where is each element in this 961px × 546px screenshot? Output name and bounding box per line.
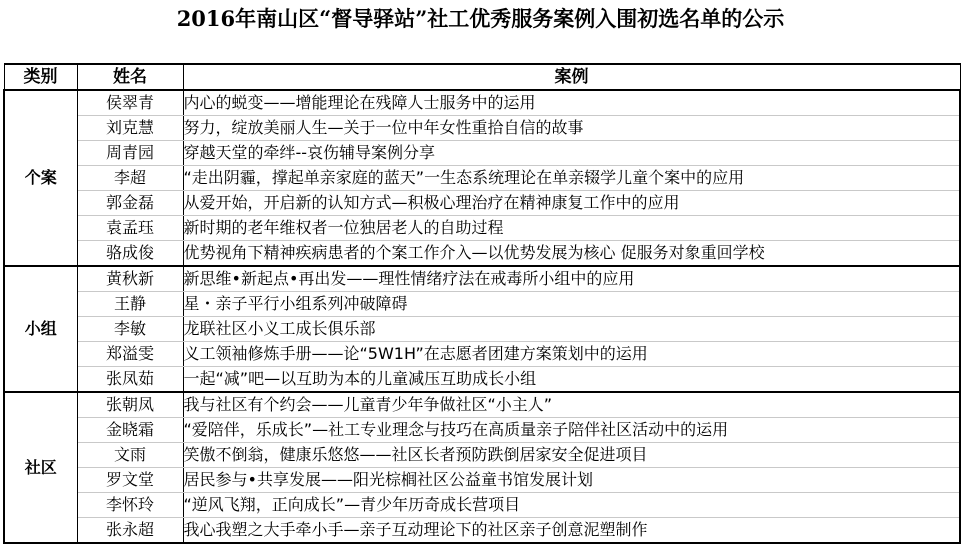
category-cell: 社区 [4, 392, 77, 543]
name-cell: 张凤茹 [77, 367, 183, 393]
table-row [4, 392, 960, 418]
case-cell: 内心的蜕变——增能理论在残障人士服务中的运用 [183, 90, 960, 116]
table-header-row [4, 64, 960, 90]
name-cell: 侯翠青 [77, 90, 183, 116]
table-row [4, 241, 960, 267]
header-category: 类别 [4, 64, 77, 90]
page-title: 2016年南山区“督导驿站”社工优秀服务案例入围初选名单的公示 [176, 6, 785, 31]
case-list-table [3, 63, 961, 544]
case-cell: 新思维•新起点•再出发——理性情绪疗法在戒毒所小组中的应用 [183, 266, 960, 292]
case-cell: 优势视角下精神疾病患者的个案工作介入—以优势发展为核心 促服务对象重回学校 [183, 241, 960, 267]
case-cell: 义工领袖修炼手册——论“5W1H”在志愿者团建方案策划中的运用 [183, 342, 960, 367]
name-cell: 张永超 [77, 518, 183, 544]
name-cell: 金晓霜 [77, 418, 183, 443]
case-cell: 居民参与•共享发展——阳光棕榈社区公益童书馆发展计划 [183, 468, 960, 493]
name-cell: 郑溢雯 [77, 342, 183, 367]
table-row [4, 141, 960, 166]
table-row [4, 292, 960, 317]
table-row [4, 367, 960, 393]
name-cell: 刘克慧 [77, 116, 183, 141]
name-cell: 袁孟珏 [77, 216, 183, 241]
name-cell: 罗文堂 [77, 468, 183, 493]
case-cell: 新时期的老年维权者一位独居老人的自助过程 [183, 216, 960, 241]
table-row [4, 317, 960, 342]
table-row [4, 191, 960, 216]
case-cell: 努力，绽放美丽人生—关于一位中年女性重拾自信的故事 [183, 116, 960, 141]
table-row [4, 116, 960, 141]
header-name: 姓名 [77, 64, 183, 90]
name-cell: 张朝凤 [77, 392, 183, 418]
table-row [4, 342, 960, 367]
table-row [4, 418, 960, 443]
name-cell: 王静 [77, 292, 183, 317]
table-row [4, 493, 960, 518]
case-cell: 星・亲子平行小组系列冲破障碍 [183, 292, 960, 317]
name-cell: 文雨 [77, 443, 183, 468]
table-row [4, 443, 960, 468]
category-cell: 小组 [4, 266, 77, 392]
table-row [4, 90, 960, 116]
name-cell: 李超 [77, 166, 183, 191]
case-cell: “爱陪伴，乐成长”—社工专业理念与技巧在高质量亲子陪伴社区活动中的运用 [183, 418, 960, 443]
table-row [4, 266, 960, 292]
name-cell: 李敏 [77, 317, 183, 342]
category-cell: 个案 [4, 90, 77, 266]
table-row [4, 468, 960, 493]
name-cell: 骆成俊 [77, 241, 183, 267]
name-cell: 黄秋新 [77, 266, 183, 292]
case-cell: 我与社区有个约会——儿童青少年争做社区“小主人” [183, 392, 960, 418]
case-cell: “走出阴霾，撑起单亲家庭的蓝天”一生态系统理论在单亲辍学儿童个案中的应用 [183, 166, 960, 191]
table-row [4, 166, 960, 191]
case-cell: 龙联社区小义工成长俱乐部 [183, 317, 960, 342]
header-case: 案例 [183, 64, 960, 90]
case-cell: 我心我塑之大手牵小手—亲子互动理论下的社区亲子创意泥塑制作 [183, 518, 960, 544]
table-row [4, 216, 960, 241]
table-row [4, 518, 960, 544]
name-cell: 李怀玲 [77, 493, 183, 518]
case-cell: 穿越天堂的牵绊--哀伤辅导案例分享 [183, 141, 960, 166]
name-cell: 郭金磊 [77, 191, 183, 216]
case-cell: 一起“减”吧—以互助为本的儿童减压互助成长小组 [183, 367, 960, 393]
case-cell: 从爱开始，开启新的认知方式—积极心理治疗在精神康复工作中的应用 [183, 191, 960, 216]
case-cell: “逆风飞翔，正向成长”—青少年历奇成长营项目 [183, 493, 960, 518]
case-cell: 笑傲不倒翁，健康乐悠悠——社区长者预防跌倒居家安全促进项目 [183, 443, 960, 468]
name-cell: 周青园 [77, 141, 183, 166]
